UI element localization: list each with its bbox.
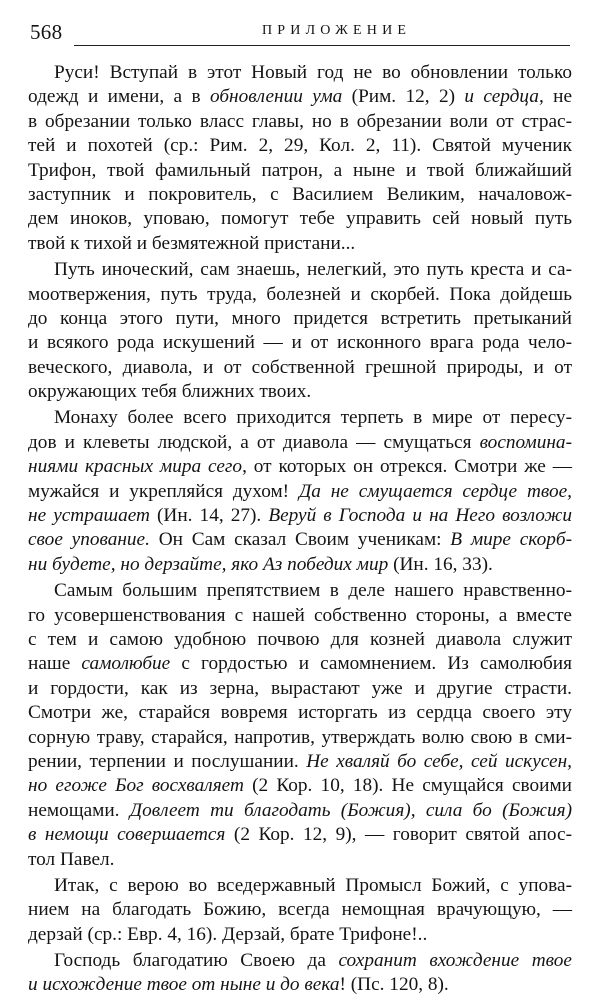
text-line (28, 283, 572, 307)
text-run: (2 Кор. 12, 9), — говорит святой апос- (225, 824, 572, 846)
italic-quote: Довлеет ти благодать (Божия), сила бо (Божия) (129, 799, 572, 821)
italic-quote: обновлении ума (209, 86, 343, 108)
text-line (28, 799, 572, 823)
text-run: Смотри же, старайся вовремя исторгать из сердца своего эту (28, 702, 572, 724)
text-run: моотвержения, путь труда, болезней и скорбей. Пока дойдешь (28, 283, 572, 305)
text-run: и всякого рода искушений — и от исконного врага рода чело- (28, 332, 572, 354)
italic-quote: Веруй в Господа и на Него возложи (268, 505, 572, 527)
text-line (28, 528, 572, 552)
main-text (28, 61, 572, 1000)
text-run: Трифон, твой фамильный патрон, а ныне и твой ближайший (28, 159, 572, 181)
italic-quote: воспомина- (479, 431, 572, 453)
text-line (28, 848, 572, 872)
text-line (28, 874, 572, 898)
text-run: (Рим. 12, 2) (342, 86, 465, 108)
text-run: в обрезании только власс главы, но в обрезании воли от страс- (28, 110, 572, 132)
text-run: го усовершенствования с нашей собственно стороны, а вместе (28, 604, 572, 626)
text-line (28, 652, 572, 676)
text-line (28, 85, 572, 109)
text-line (28, 110, 572, 134)
italic-quote: сохранит вхождение твое (338, 950, 572, 972)
text-run: дерзай (ср.: Евр. 4, 16). Дерзай, брате Трифоне!.. (28, 923, 428, 945)
text-line (28, 480, 572, 504)
text-line (28, 774, 572, 798)
text-run: одежд и имени, а в (28, 86, 210, 108)
text-run: Путь иноческий, сам знаешь, нелегкий, это путь креста и са- (54, 259, 572, 281)
text-line (28, 258, 572, 282)
text-run: ! (Пс. 120, 8). (339, 974, 449, 996)
text-run: веческого, диавола, и от собственной грешной природы, и от (28, 356, 572, 378)
text-run: Руси! Вступай в этот Новый год не во обновлении только (54, 62, 572, 83)
text-run: заступник и покровитель, с Василием Великим, началовож- (28, 183, 572, 205)
text-line (28, 356, 572, 380)
paragraph (28, 949, 572, 998)
text-line (28, 949, 572, 973)
paragraph (28, 406, 572, 577)
text-run: Господь благодатию Своею да (54, 950, 339, 972)
text-run: до конца этого пути, много придется встретить претыканий (28, 307, 572, 329)
text-run: Он Сам сказал Своим ученикам: (149, 529, 451, 551)
text-run: Самым большим препятствием в деле нашего нравственно- (54, 580, 572, 602)
text-line (28, 61, 572, 85)
paragraph (28, 579, 572, 872)
text-line (28, 898, 572, 922)
text-run: наше (28, 653, 82, 675)
text-run: немощами. (28, 799, 130, 821)
italic-quote: не устрашает (28, 505, 150, 527)
text-run: Итак, с верою во вседержавный Промысл Божий, с упова- (54, 874, 572, 896)
paragraph (28, 258, 572, 404)
text-run: (2 Кор. 10, 18). Не смущайся своими (243, 775, 572, 797)
text-run: и гордости, как из зерна, вырастают уже и другие страсти. (28, 677, 572, 699)
text-run: тол Павел. (28, 848, 115, 870)
italic-quote: Да не смущается сердце твое, (298, 480, 572, 502)
text-line (28, 701, 572, 725)
paragraph (28, 61, 572, 256)
italic-quote: но егоже Бог восхваляет (28, 775, 244, 797)
text-line (28, 455, 572, 479)
text-run: окружающих тебя ближних твоих. (28, 381, 312, 403)
header-rule (74, 45, 570, 46)
italic-quote: в немощи совершается (28, 824, 226, 846)
text-run: дем иноков, уповаю, помогут тебе управить сей новый путь (28, 208, 572, 230)
text-line (28, 207, 572, 231)
text-line (28, 973, 572, 997)
text-run: Монаху более всего приходится терпеть в мире от пересу- (54, 407, 572, 429)
text-line (28, 750, 572, 774)
italic-quote: В мире скорб- (450, 529, 572, 551)
text-run: , не (538, 86, 573, 108)
italic-quote: и сердца (464, 86, 539, 108)
italic-quote: ни будете, но дерзайте, яко Аз победих мир (28, 553, 389, 575)
italic-quote: ниями красных мира сего (28, 456, 243, 478)
text-line (28, 183, 572, 207)
text-run: сорную траву, старайся, напротив, утверждать волю свою в сми- (28, 726, 572, 748)
text-line (28, 579, 572, 603)
text-line (28, 628, 572, 652)
text-run: дов и клеветы людской, а от диавола — смущаться (28, 431, 480, 453)
text-line (28, 604, 572, 628)
text-run: (Ин. 16, 33). (388, 553, 493, 575)
text-line (28, 331, 572, 355)
running-title: ПРИЛОЖЕНИЕ (262, 23, 412, 38)
text-line (28, 677, 572, 701)
text-run: рении, терпении и послушании. (28, 750, 307, 772)
text-line (28, 159, 572, 183)
text-line (28, 431, 572, 455)
text-run: тей и похотей (ср.: Рим. 2, 29, Кол. 2, 11). Святой мученик (28, 135, 572, 157)
italic-quote: самолюбие (81, 653, 171, 675)
text-line (28, 923, 572, 947)
page-number: 568 (30, 20, 63, 44)
text-run: с гордостью и самомнением. Из самолюбия (170, 653, 572, 675)
text-run: мужайся и укрепляйся духом! (28, 480, 299, 502)
text-line (28, 504, 572, 528)
text-line (28, 823, 572, 847)
text-run: с тем и самою удобною почвою для козней диавола служит (28, 628, 572, 650)
text-run: твой к тихой и безмятежной пристани... (28, 232, 356, 254)
text-line (28, 726, 572, 750)
italic-quote: Не хваляй бо себе, сей искусен, (306, 750, 572, 772)
text-line (28, 232, 572, 256)
page-header (30, 16, 570, 50)
text-run: , от которых он отрекся. Смотри же — (242, 456, 573, 478)
text-line (28, 406, 572, 430)
text-run: (Ин. 14, 27). (149, 505, 269, 527)
text-line (28, 134, 572, 158)
paragraph (28, 874, 572, 947)
text-run: нием на благодать Божию, всегда немощная врачующую, — (28, 899, 572, 921)
text-line (28, 380, 572, 404)
italic-quote: и исхождение твое от ныне и до века (28, 974, 340, 996)
text-line (28, 307, 572, 331)
italic-quote: свое упование. (28, 529, 150, 551)
text-line (28, 553, 572, 577)
